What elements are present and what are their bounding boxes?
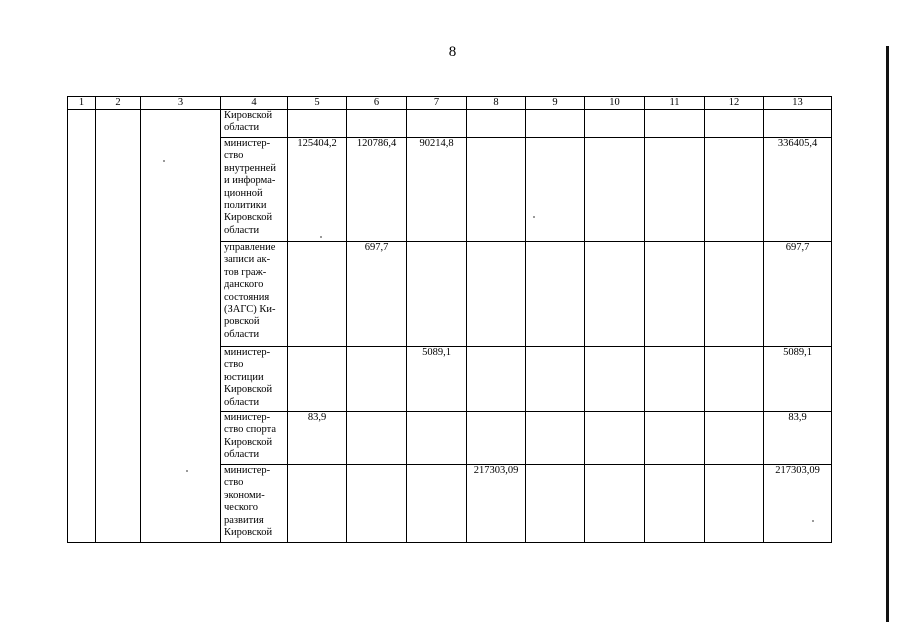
value-cell [526, 110, 585, 138]
value-cell [467, 412, 526, 465]
value-cell [585, 347, 645, 412]
column-header: 7 [407, 97, 467, 110]
value-cell: 120786,4 [347, 138, 407, 242]
value-cell [407, 465, 467, 543]
value-cell [347, 110, 407, 138]
scan-speck [533, 216, 535, 218]
column-header: 13 [764, 97, 832, 110]
total-cell: 697,7 [764, 242, 832, 347]
value-cell [347, 347, 407, 412]
organization-cell: Кировской области [221, 110, 288, 138]
value-cell [288, 110, 347, 138]
value-cell [705, 110, 764, 138]
table-row [68, 110, 832, 138]
value-cell [585, 242, 645, 347]
value-cell [705, 465, 764, 543]
value-cell: 217303,09 [467, 465, 526, 543]
scan-speck [320, 236, 322, 238]
value-cell [526, 412, 585, 465]
organization-cell: министер-ство экономи-ческого развития Кировской [221, 465, 288, 543]
organization-cell: министер-ство юстиции Кировской области [221, 347, 288, 412]
value-cell [526, 465, 585, 543]
value-cell [467, 242, 526, 347]
value-cell [585, 465, 645, 543]
page-number: 8 [448, 44, 457, 60]
value-cell [526, 242, 585, 347]
value-cell [585, 110, 645, 138]
column-header: 6 [347, 97, 407, 110]
column-header: 10 [585, 97, 645, 110]
column-header: 4 [221, 97, 288, 110]
value-cell [645, 242, 705, 347]
value-cell [407, 412, 467, 465]
value-cell [645, 465, 705, 543]
value-cell [585, 412, 645, 465]
organization-cell: министер-ство спорта Кировской области [221, 412, 288, 465]
total-cell: 5089,1 [764, 347, 832, 412]
total-cell: 217303,09 [764, 465, 832, 543]
first-columns-cell [141, 110, 221, 543]
value-cell [526, 347, 585, 412]
first-columns-cell [96, 110, 141, 543]
value-cell: 5089,1 [407, 347, 467, 412]
column-header: 11 [645, 97, 705, 110]
value-cell [645, 412, 705, 465]
value-cell [288, 242, 347, 347]
value-cell [347, 465, 407, 543]
value-cell [705, 412, 764, 465]
column-header: 2 [96, 97, 141, 110]
value-cell [467, 138, 526, 242]
organization-cell: министер-ство внутренней и информа-ционной политики Кировской области [221, 138, 288, 242]
organization-cell: управление записи ак-тов граж-данского состояния (ЗАГС) Ки-ровской области [221, 242, 288, 347]
header-row [68, 97, 832, 110]
value-cell [585, 138, 645, 242]
column-header: 5 [288, 97, 347, 110]
value-cell [645, 138, 705, 242]
column-header: 9 [526, 97, 585, 110]
column-header: 3 [141, 97, 221, 110]
value-cell [705, 242, 764, 347]
value-cell [347, 412, 407, 465]
value-cell [288, 347, 347, 412]
value-cell: 697,7 [347, 242, 407, 347]
total-cell: 336405,4 [764, 138, 832, 242]
column-header: 12 [705, 97, 764, 110]
value-cell [467, 110, 526, 138]
value-cell [288, 465, 347, 543]
scan-speck [186, 470, 188, 472]
total-cell [764, 110, 832, 138]
value-cell [407, 242, 467, 347]
scan-speck [812, 520, 814, 522]
total-cell: 83,9 [764, 412, 832, 465]
value-cell: 83,9 [288, 412, 347, 465]
first-columns-cell [68, 110, 96, 543]
column-header: 8 [467, 97, 526, 110]
value-cell [705, 347, 764, 412]
scan-speck [163, 160, 165, 162]
value-cell: 125404,2 [288, 138, 347, 242]
value-cell [645, 347, 705, 412]
value-cell [645, 110, 705, 138]
budget-table [67, 96, 832, 543]
scan-edge-line [886, 46, 889, 622]
value-cell: 90214,8 [407, 138, 467, 242]
value-cell [467, 347, 526, 412]
value-cell [705, 138, 764, 242]
value-cell [526, 138, 585, 242]
column-header: 1 [68, 97, 96, 110]
value-cell [407, 110, 467, 138]
